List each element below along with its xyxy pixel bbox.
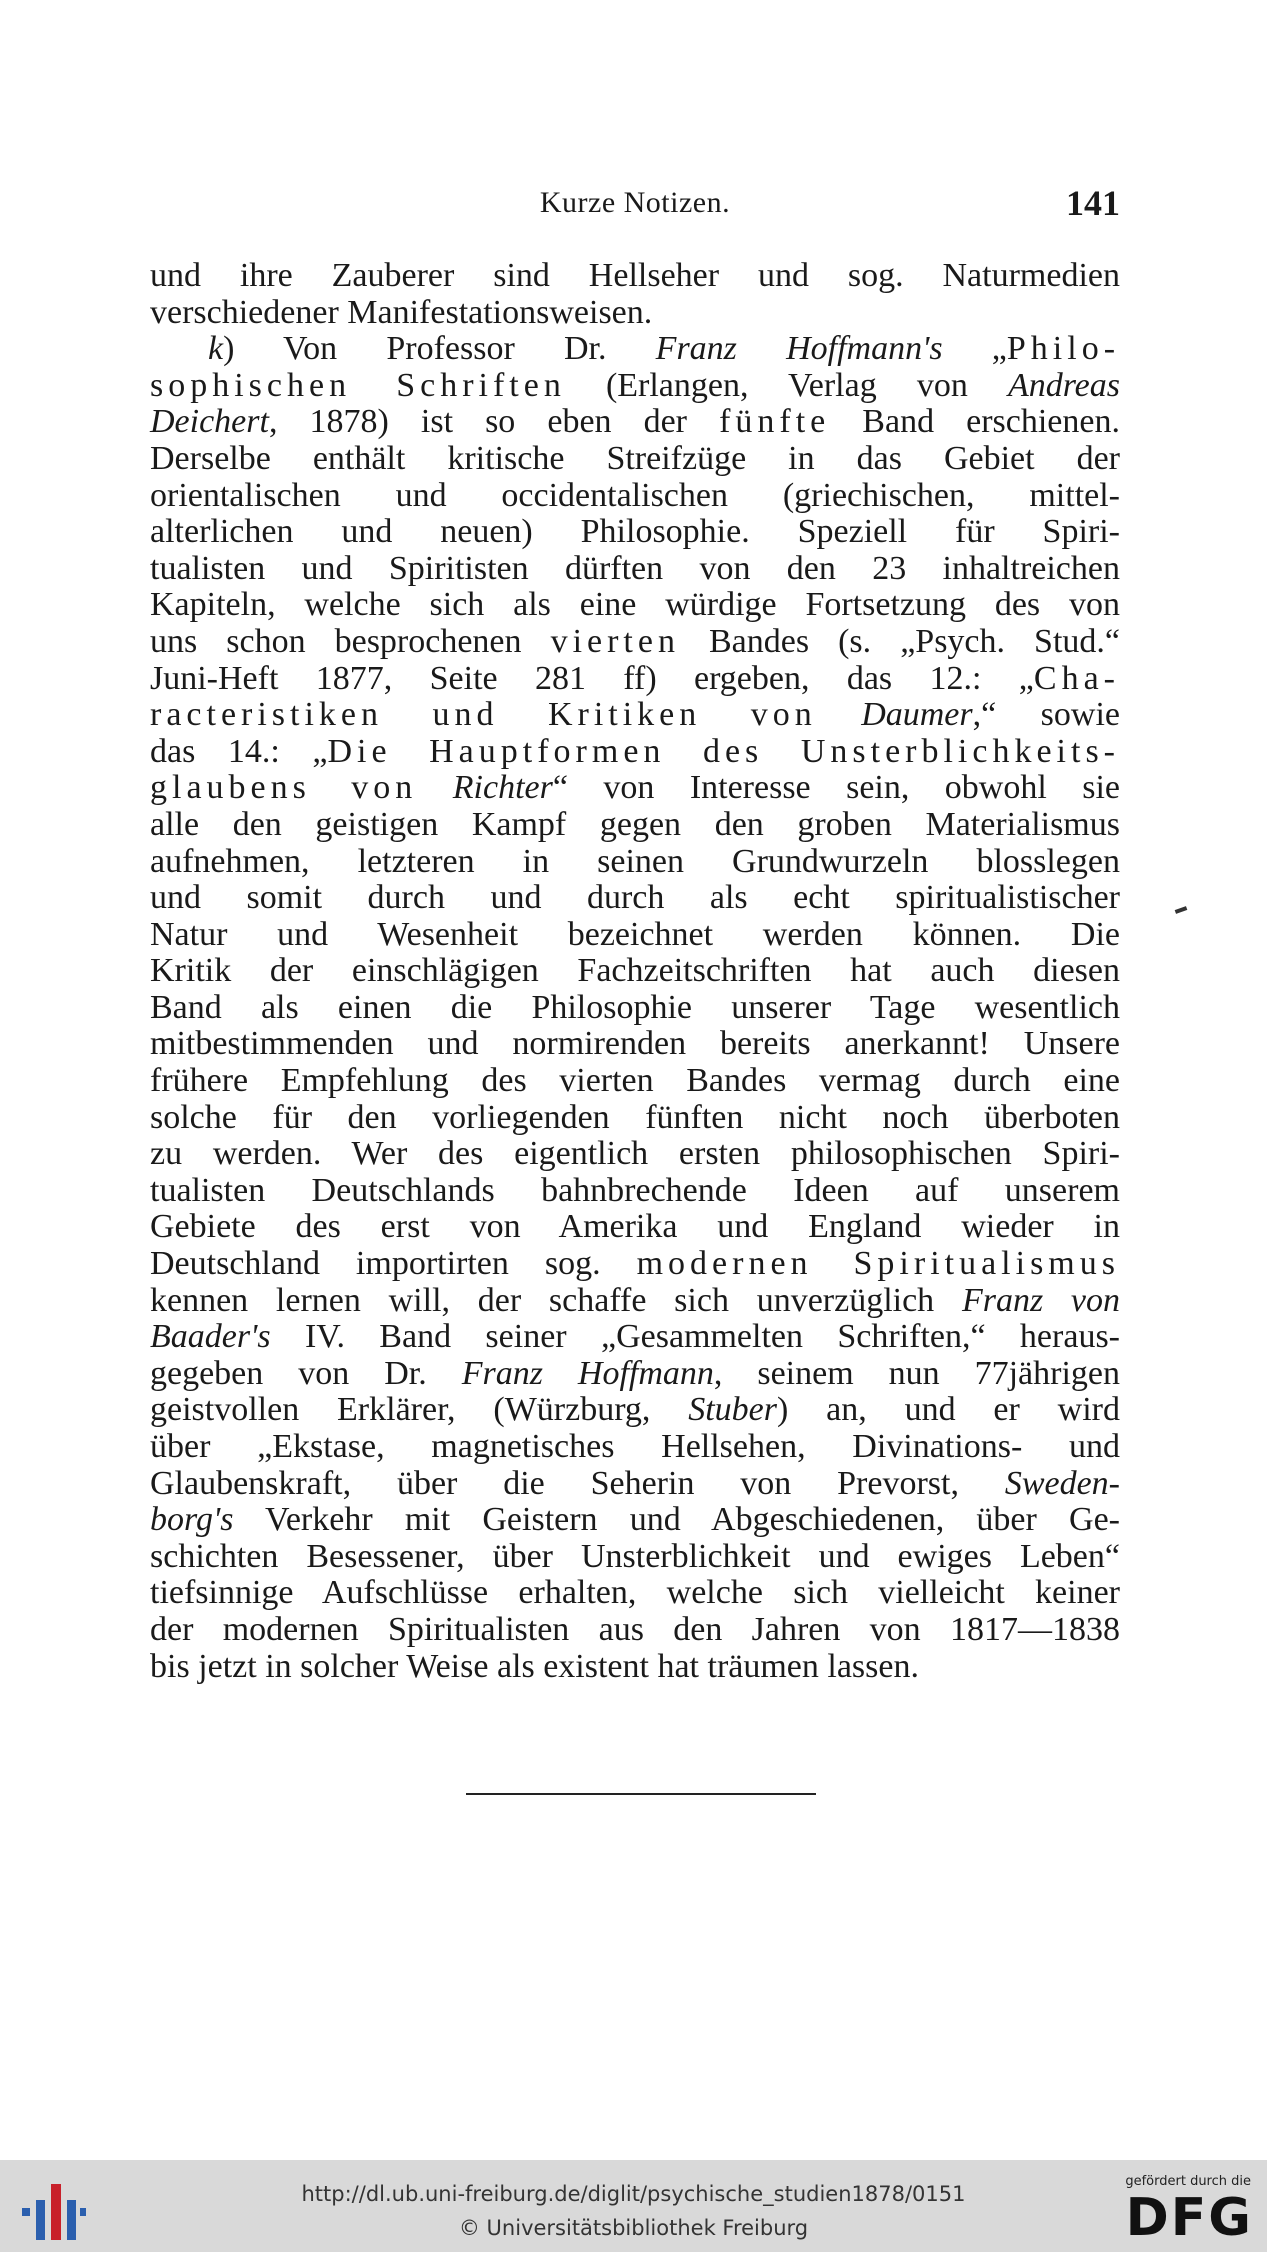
running-head: [150, 180, 1120, 230]
text-line: [150, 1246, 1120, 1283]
text-line: [150, 1429, 1120, 1466]
text-line: [150, 844, 1120, 881]
text-run: frühere Empfehlung des vierten Bandes vermag durch eine: [150, 1062, 1120, 1100]
text-line: [150, 1209, 1120, 1246]
text-run: mitbestimmenden und normirenden bereits anerkannt! Unsere: [150, 1025, 1120, 1063]
text-run: aufnehmen, letzteren in seinen Grundwurzeln blosslegen: [150, 842, 1120, 880]
spaced-text: sophischen Schriften: [150, 366, 566, 404]
italic-text: Andreas: [1007, 366, 1120, 404]
text-run: ,“ sowie: [972, 696, 1120, 734]
text-line: [150, 1026, 1120, 1063]
text-run: Verkehr mit Geistern und Abgeschiedenen, über Ge-: [233, 1501, 1120, 1539]
text-run: [417, 769, 452, 806]
text-run: kennen lernen will, der schaffe sich unverzüglich: [150, 1281, 962, 1319]
text-run: solche für den vorliegenden fünften nicht noch überboten: [150, 1098, 1120, 1136]
text-line: [150, 404, 1120, 441]
text-run: uns schon besprochenen: [150, 622, 551, 660]
text-line: [150, 624, 1120, 661]
text-run: ) an, und er wird: [777, 1391, 1120, 1429]
text-line: [150, 441, 1120, 478]
text-run: das 14.: „: [150, 732, 328, 770]
text-line: [150, 514, 1120, 551]
text-line: [150, 990, 1120, 1027]
stray-mark: [1175, 906, 1188, 914]
text-run: über „Ekstase, magnetisches Hellsehen, Divinations- und: [150, 1428, 1120, 1465]
italic-text: Franz Hoffmann: [461, 1354, 714, 1392]
text-run: (Erlangen, Verlag von: [565, 366, 1008, 404]
text-line: [150, 1539, 1120, 1576]
text-run: der modernen Spiritualisten aus den Jahren von 1817—1838: [150, 1610, 1120, 1648]
text-run: verschiedener Manifestationsweisen.: [150, 293, 653, 331]
running-title: Kurze Notizen.: [539, 186, 731, 219]
text-run: Bandes (s. „Psych. Stud.“: [679, 622, 1120, 660]
text-run: tualisten Deutschlands bahnbrechende Ideen auf unserem: [150, 1171, 1120, 1209]
text-run: , seinem nun 77jährigen: [713, 1354, 1120, 1392]
text-line: [150, 661, 1120, 698]
italic-text: Franz von: [961, 1281, 1121, 1319]
text-line: [150, 734, 1120, 771]
italic-text: Richter: [452, 769, 553, 807]
text-line: [150, 917, 1120, 954]
text-run: “ von Interesse sein, obwohl sie: [552, 769, 1121, 807]
spaced-text: Die Hauptformen des Unsterblichkeits-: [327, 732, 1121, 770]
text-line: [150, 1612, 1120, 1649]
text-line: [150, 1100, 1120, 1137]
text-line: [150, 1319, 1120, 1356]
text-run: Deutschland importirten sog.: [150, 1245, 637, 1283]
text-run: gegeben von Dr.: [150, 1354, 462, 1392]
spaced-text: Philo-: [1006, 330, 1121, 368]
italic-text: Franz Hoffmann's: [655, 330, 943, 368]
text-run: Band erschienen.: [830, 403, 1120, 441]
text-line: [150, 1136, 1120, 1173]
spaced-text: modernen Spiritualismus: [636, 1245, 1120, 1283]
section-end-rule: [466, 1793, 816, 1795]
italic-text: Daumer: [861, 696, 973, 734]
text-line: [150, 880, 1120, 917]
text-line: [150, 587, 1120, 624]
copyright-notice: © Universitätsbibliothek Freiburg: [458, 2216, 809, 2240]
text-line: [150, 1356, 1120, 1393]
text-run: Derselbe enthält kritische Streifzüge in das Gebiet der: [150, 439, 1120, 477]
text-run: Natur und Wesenheit bezeichnet werden können. Die: [150, 915, 1120, 953]
body-text: [150, 258, 1120, 1685]
text-line: [150, 807, 1120, 844]
italic-text: Deichert: [150, 403, 269, 441]
italic-text: k: [208, 330, 224, 368]
text-run: alle den geistigen Kampf gegen den groben Materialismus: [150, 805, 1120, 843]
text-line: [150, 1173, 1120, 1210]
text-run: IV. Band seiner „Gesammelten Schriften,“ heraus-: [270, 1318, 1120, 1356]
spaced-text: Cha-: [1033, 659, 1120, 697]
text-run: orientalischen und occidentalischen (griechischen, mittel-: [150, 476, 1120, 514]
italic-text: Stuber: [688, 1391, 778, 1429]
dfg-caption: gefördert durch die: [1125, 2174, 1251, 2189]
text-run: alterlichen und neuen) Philosophie. Speziell für Spiri-: [150, 513, 1120, 551]
italic-text: borg's: [150, 1501, 234, 1539]
text-line: [150, 368, 1120, 405]
text-run: und somit durch und durch als echt spiritualistischer: [150, 879, 1120, 917]
text-line: [150, 551, 1120, 588]
text-run: tiefsinnige Aufschlüsse erhalten, welche sich vielleicht keiner: [150, 1574, 1120, 1612]
text-run: ) Von Professor Dr.: [223, 330, 656, 368]
text-run: „: [942, 330, 1007, 368]
spaced-text: fünfte: [719, 403, 831, 441]
page-number: 141: [1066, 183, 1120, 223]
text-line: [150, 1283, 1120, 1320]
text-line: [150, 697, 1120, 734]
text-line: [150, 295, 1120, 332]
footer-bar: [0, 2160, 1267, 2252]
text-run: schichten Besessener, über Unsterblichkeit und ewiges Leben“: [150, 1537, 1120, 1575]
text-run: Band als einen die Philosophie unserer Tage wesentlich: [150, 988, 1120, 1026]
spaced-text: glaubens von: [150, 769, 418, 807]
text-line: [150, 1502, 1120, 1539]
spaced-text: racteristiken und Kritiken von: [150, 696, 817, 734]
text-run: und ihre Zauberer sind Hellseher und sog. Naturmedien: [150, 257, 1120, 294]
text-line: [150, 1649, 1120, 1686]
text-line: [150, 1063, 1120, 1100]
italic-text: Sweden-: [1004, 1464, 1120, 1502]
text-line: [150, 1466, 1120, 1503]
text-run: Juni-Heft 1877, Seite 281 ff) ergeben, das 12.: „: [150, 659, 1034, 697]
text-run: Gebiete des erst von Amerika und England wieder in: [150, 1208, 1120, 1246]
source-url[interactable]: http://dl.ub.uni-freiburg.de/diglit/psychische_studien1878/0151: [301, 2182, 966, 2206]
text-run: Kapiteln, welche sich als eine würdige Fortsetzung des von: [150, 586, 1120, 624]
text-run: bis jetzt in solcher Weise als existent hat träumen lassen.: [150, 1647, 919, 1685]
spaced-text: vierten: [550, 622, 680, 660]
text-line: [150, 1575, 1120, 1612]
text-line: [150, 953, 1120, 990]
text-line: [150, 478, 1120, 515]
italic-text: Baader's: [150, 1318, 271, 1356]
dfg-logo-icon: DFG: [1125, 2188, 1253, 2248]
text-run: [817, 696, 861, 733]
dfg-badge: [1117, 2174, 1253, 2248]
text-line: [150, 770, 1120, 807]
text-run: Kritik der einschlägigen Fachzeitschriften hat auch diesen: [150, 952, 1120, 990]
text-run: tualisten und Spiritisten dürften von den 23 inhaltreichen: [150, 549, 1120, 587]
text-run: zu werden. Wer des eigentlich ersten philosophischen Spiri-: [150, 1135, 1120, 1173]
text-run: , 1878) ist so eben der: [268, 403, 720, 441]
text-line: [150, 1392, 1120, 1429]
text-run: geistvollen Erklärer, (Würzburg,: [150, 1391, 689, 1429]
text-run: Glaubenskraft, über die Seherin von Prevorst,: [150, 1464, 1005, 1502]
text-line: [150, 258, 1120, 295]
text-line: [150, 331, 1120, 368]
